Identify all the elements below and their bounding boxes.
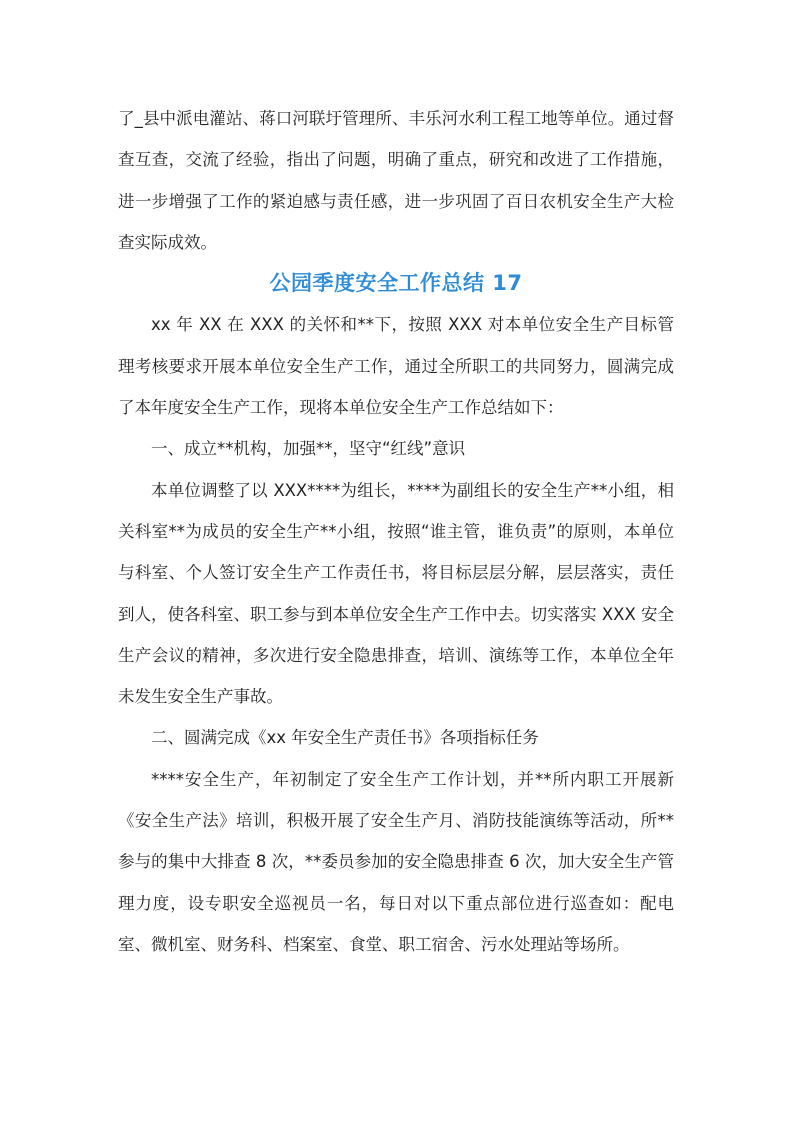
subheading-one: 一、成立**机构，加强**，坚守“红线”意识 [151,439,466,459]
section-heading: 公园季度安全工作总结 17 [269,271,523,296]
document-body [118,98,674,965]
continuation-paragraph: 了_县中派电灌站、蒋口河联圩管理所、丰乐河水利工程工地等单位。通过督查互查，交流了经验，指出了问题，明确了重点，研究和改进了工作措施，进一步增强了工作的紧迫感与责任感，进一步巩固了百日农机安全生产大检查实际成效。 [118,109,674,252]
body-paragraph-two: ****安全生产，年初制定了安全生产工作计划，并**所内职工开展新《安全生产法》培训，积极开展了安全生产月、消防技能演练等活动，所**参与的集中大排查 8 次，**委员参加的安全隐患排查 6 次，加大安全生产管理力度，设专职安全巡视员一名，每日对以下重点部位进行巡查如：配电室、微机室、财务科、档案室、食堂、职工宿舍、污水处理站等场所。 [118,769,674,954]
intro-paragraph: xx 年 XX 在 XXX 的关怀和**下，按照 XXX 对本单位安全生产目标管理考核要求开展本单位安全生产工作，通过全所职工的共同努力，圆满完成了本年度安全生产工作，现将本单位安全生产工作总结如下： [118,315,674,418]
subheading-two: 二、圆满完成《xx 年安全生产责任书》各项指标任务 [151,728,539,748]
body-paragraph-one: 本单位调整了以 XXX****为组长，****为副组长的安全生产**小组，相关科室**为成员的安全生产**小组，按照“谁主管，谁负责”的原则，本单位与科室、个人签订安全生产工作责任书，将目标层层分解，层层落实，责任到人，使各科室、职工参与到本单位安全生产工作中去。切实落实 XXX 安全生产会议的精神，多次进行安全隐患排查，培训、演练等工作，本单位全年未发生安全生产事故。 [118,480,674,707]
